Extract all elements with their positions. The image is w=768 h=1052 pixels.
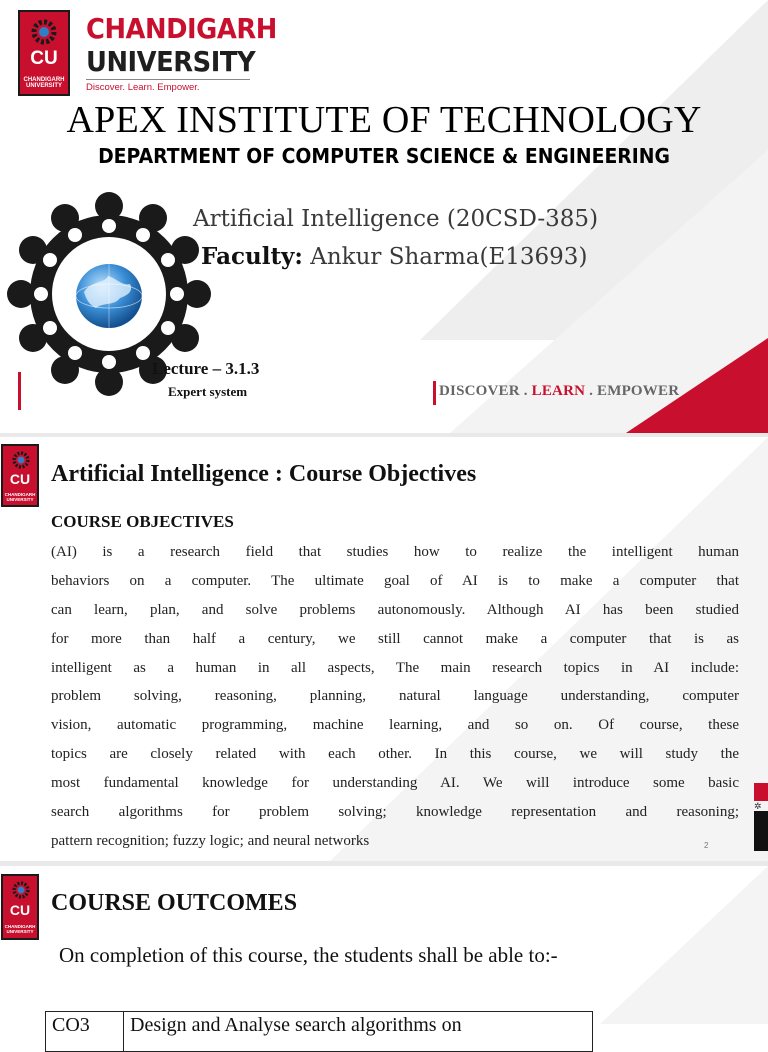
title-slide (0, 0, 768, 433)
cu-logo-initials: CU (9, 902, 31, 918)
department-title: DEPARTMENT OF COMPUTER SCIENCE & ENGINEERING (98, 144, 670, 168)
page-number: 2 (704, 841, 709, 850)
paragraph-line: (AI) is a research field that studies how to realize the intelligent human (51, 544, 739, 560)
lecture-number: Lecture – 3.1.3 (152, 359, 260, 378)
section-heading: COURSE OBJECTIVES (51, 512, 234, 531)
slide-title: COURSE OUTCOMES (51, 890, 298, 916)
course-objectives-slide (0, 437, 768, 861)
paragraph-line: topics are closely related with each other. In this course, we will study the (51, 746, 739, 763)
paragraph-line: for more than half a century, we still cannot make a computer that is as (51, 630, 739, 647)
faculty-line (201, 243, 587, 270)
edge-dark-tab (754, 811, 768, 851)
cu-logo-subtext: CHANDIGARH UNIVERSITY (4, 492, 36, 502)
faculty-label: Faculty: (201, 243, 303, 270)
cu-logo-subtext: CHANDIGARH UNIVERSITY (23, 77, 65, 89)
objectives-paragraph (51, 538, 739, 856)
paragraph-line: search algorithms for problem solving; knowledge representation and reasoning; (51, 804, 739, 821)
light-diagonal-shape (600, 866, 768, 1024)
edge-gear-icon: ✲ (754, 801, 762, 811)
paragraph-line: behaviors on a computer. The ultimate goal of AI is to make a computer that (51, 572, 739, 589)
slide-title: Artificial Intelligence : Course Objectives (51, 461, 477, 487)
outcome-code: CO3 (46, 1012, 124, 1052)
brand-name-line2: UNIVERSITY (86, 45, 256, 78)
outcomes-table (45, 1011, 593, 1052)
motto-accent-bar (433, 381, 436, 405)
cu-logo-badge (1, 874, 39, 940)
cu-gear-icon (10, 879, 32, 901)
globe-icon (74, 262, 144, 330)
cu-logo-badge (1, 444, 39, 507)
paragraph-line: intelligent as a human in all aspects, The main research topics in AI include: (51, 659, 739, 676)
paragraph-line: vision, automatic programming, machine learning, and so on. Of course, these (51, 717, 739, 734)
course-name: Artificial Intelligence (20CSD-385) (193, 206, 599, 232)
cu-gear-icon (10, 449, 32, 471)
brand-divider (86, 79, 250, 80)
left-accent-bar (18, 372, 21, 410)
paragraph-line: pattern recognition; fuzzy logic; and neural networks (51, 832, 370, 849)
table-row (46, 1012, 593, 1052)
brand-name-line1: CHANDIGARH (86, 12, 277, 45)
institute-title: APEX INSTITUTE OF TECHNOLOGY (66, 99, 702, 141)
cu-logo-initials: CU (9, 471, 31, 487)
outcomes-intro: On completion of this course, the students shall be able to:- (59, 943, 558, 967)
motto-text: DISCOVER . LEARN . EMPOWER (439, 383, 680, 399)
cu-logo-badge (18, 10, 70, 96)
paragraph-line: most fundamental knowledge for understanding AI. We will introduce some basic (51, 775, 739, 792)
lecture-topic: Expert system (168, 384, 248, 399)
outcome-text: Design and Analyse search algorithms on (124, 1012, 593, 1052)
paragraph-line: problem solving, reasoning, planning, natural language understanding, computer (51, 688, 739, 705)
course-outcomes-slide (0, 866, 768, 1036)
cu-logo-subtext: CHANDIGARH UNIVERSITY (4, 924, 36, 934)
cu-gear-icon (28, 16, 60, 48)
faculty-name: Ankur Sharma(E13693) (302, 244, 588, 270)
paragraph-line: can learn, plan, and solve problems autonomously. Although AI has been studied (51, 601, 739, 618)
cu-logo-initials: CU (30, 48, 58, 69)
edge-red-tab (754, 783, 768, 801)
brand-tagline: Discover. Learn. Empower. (86, 82, 200, 93)
